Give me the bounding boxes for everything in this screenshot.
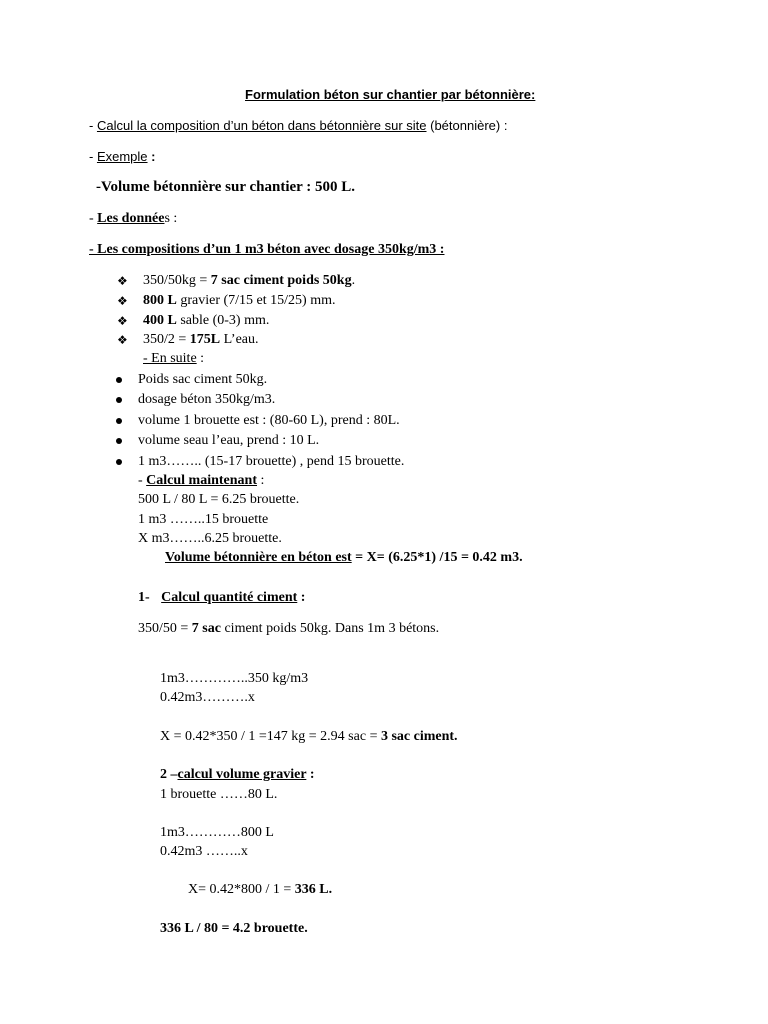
bullet-item-text: volume 1 brouette est : (80-60 L), prend : 80L. (138, 413, 400, 428)
donnees-prefix: - (89, 211, 98, 226)
exemple-suffix: : (147, 149, 156, 164)
section-1-line-bold: 7 sac (191, 621, 221, 636)
section-2-calc (160, 843, 248, 861)
section-1-calc-text: 1m3…………..350 kg/m3 (160, 671, 309, 686)
section-2-final-text: 336 L / 80 = 4.2 brouette. (160, 921, 308, 936)
compositions-heading-text: - Les compositions d’un 1 m3 béton avec dosage 350kg/m3 : (89, 242, 445, 257)
section-1-line (138, 620, 439, 638)
section-1-suffix: : (297, 590, 306, 605)
en-suite-label: - En suite (143, 351, 197, 366)
composition-item-pre: 350/50kg = (143, 273, 211, 288)
composition-item-post: gravier (7/15 et 15/25) mm. (176, 293, 336, 308)
bullet-item (138, 371, 267, 389)
composition-item-post: . (351, 273, 356, 288)
composition-item-post: L’eau. (220, 332, 259, 347)
diamond-bullet-icon: ❖ (117, 274, 128, 288)
section-2-calc-text: 1m3…………800 L (160, 825, 274, 840)
section-1-calc (160, 670, 308, 688)
section-1-heading (138, 589, 305, 607)
composition-item-sable (143, 312, 269, 330)
calcul-maintenant-prefix: - (138, 473, 147, 488)
section-2-title: calcul volume gravier (177, 767, 307, 782)
bullet-item (138, 391, 275, 409)
calcul-maintenant-suffix: : (257, 473, 265, 488)
composition-item-bold: 800 L (143, 293, 177, 308)
section-2-result-bold: 336 L. (294, 882, 333, 897)
bullet-dot-icon (116, 418, 122, 424)
volume-betonniere-line (96, 178, 355, 196)
volume-result-line (165, 549, 523, 567)
volume-betonniere-text: -Volume bétonnière sur chantier : 500 L. (96, 179, 356, 195)
section-1-result (160, 728, 458, 746)
donnees-label: Les donnée (97, 211, 165, 226)
en-suite-suffix: : (196, 351, 205, 366)
calc-line-text: 500 L / 80 L = 6.25 brouette. (138, 492, 300, 507)
section-1-calc-text: 0.42m3……….x (160, 690, 255, 705)
bullet-item-text: 1 m3…….. (15-17 brouette) , pend 15 brouette. (138, 454, 405, 469)
composition-item-bold: 7 sac ciment poids 50kg (210, 273, 352, 288)
diamond-bullet-icon: ❖ (117, 314, 128, 328)
volume-result-value: = X= (6.25*1) /15 = 0.42 m3. (351, 550, 523, 565)
calc-line (138, 530, 282, 548)
bullet-item (138, 432, 319, 450)
calc-line-text: 1 m3 ……..15 brouette (138, 512, 269, 527)
section-2-calc-text: 0.42m3 ……..x (160, 844, 248, 859)
section-2-prefix: 2 – (160, 767, 178, 782)
section-1-calc (160, 689, 255, 707)
section-1-result-bold: 3 sac ciment. (380, 729, 458, 744)
compositions-heading (89, 241, 444, 259)
section-1-result-pre: X = 0.42*350 / 1 =147 kg = 2.94 sac = (160, 729, 381, 744)
section-1-title: Calcul quantité ciment (161, 590, 298, 605)
calc-line-text: X m3……..6.25 brouette. (138, 531, 282, 546)
section-1-line-post: ciment poids 50kg. Dans 1m 3 bétons. (220, 621, 440, 636)
bullet-item-text: volume seau l’eau, prend : 10 L. (138, 433, 320, 448)
exemple-prefix: - (89, 149, 97, 164)
donnees-line (89, 210, 177, 228)
section-2-line-text: 1 brouette ……80 L. (160, 787, 278, 802)
composition-item-bold: 175L (189, 332, 221, 347)
exemple-label: Exemple (96, 149, 148, 164)
bullet-dot-icon (116, 377, 122, 383)
composition-item-pre: 350/2 = (143, 332, 190, 347)
composition-item-post: sable (0-3) mm. (176, 313, 270, 328)
section-2-result (188, 881, 332, 899)
section-1-line-pre: 350/50 = (138, 621, 192, 636)
composition-item-eau (143, 331, 259, 349)
page-title (245, 86, 535, 104)
intro-calcul-line (89, 117, 507, 135)
calcul-maintenant-line (138, 472, 264, 490)
intro-calcul-underlined: Calcul la composition d’un béton dans bétonnière sur site (96, 118, 427, 133)
calc-line (138, 511, 268, 529)
composition-item-gravier (143, 292, 335, 310)
volume-result-label: Volume bétonnière en béton est (165, 550, 352, 565)
bullet-item (138, 412, 400, 430)
section-2-line (160, 786, 277, 804)
section-1-number: 1- (138, 590, 150, 605)
intro-calcul-prefix: - (89, 118, 97, 133)
section-2-suffix: : (306, 767, 315, 782)
section-2-final (160, 920, 308, 938)
diamond-bullet-icon: ❖ (117, 333, 128, 347)
page-title-text: Formulation béton sur chantier par bétonnière: (245, 87, 536, 102)
bullet-item-text: Poids sac ciment 50kg. (138, 372, 268, 387)
bullet-dot-icon (116, 438, 122, 444)
bullet-item-text: dosage béton 350kg/m3. (138, 392, 276, 407)
section-2-calc (160, 824, 274, 842)
bullet-item (138, 453, 404, 471)
calcul-maintenant-label: Calcul maintenant (146, 473, 258, 488)
intro-calcul-suffix: (bétonnière) : (426, 118, 508, 133)
composition-item-bold: 400 L (143, 313, 177, 328)
bullet-dot-icon (116, 459, 122, 465)
bullet-dot-icon (116, 397, 122, 403)
exemple-line (89, 148, 155, 166)
diamond-bullet-icon: ❖ (117, 294, 128, 308)
en-suite-line (143, 350, 204, 368)
section-2-result-pre: X= 0.42*800 / 1 = (188, 882, 295, 897)
section-2-heading (160, 766, 315, 784)
composition-item-ciment (143, 272, 355, 290)
calc-line (138, 491, 299, 509)
donnees-suffix: s : (164, 211, 178, 226)
